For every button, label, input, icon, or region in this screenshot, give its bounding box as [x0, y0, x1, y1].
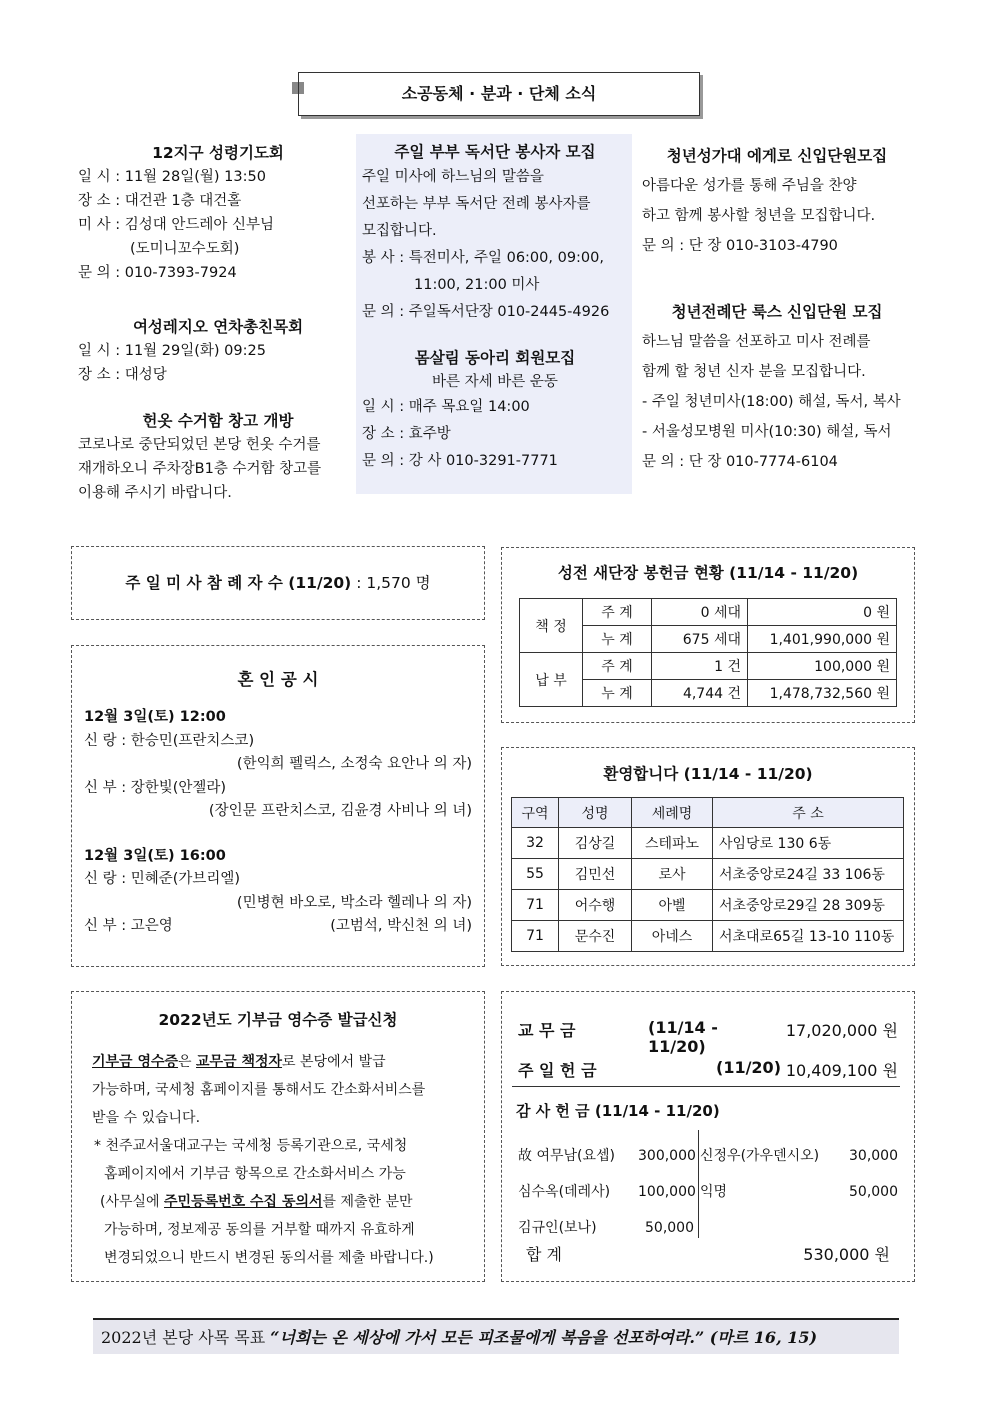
cell: 서초중앙로24길 33 106동	[713, 859, 904, 890]
group-label: 책 정	[520, 599, 583, 653]
donation-table	[519, 598, 897, 707]
col-header: 세례명	[632, 798, 713, 828]
legio-title: 여성레지오 연차총친목회	[132, 318, 304, 336]
cell: 김상길	[559, 828, 632, 859]
clothes-title: 헌옷 수거함 창고 개방	[142, 412, 294, 430]
groom-parents: (한익희 펠릭스, 소정숙 요안나 의 자)	[236, 756, 472, 772]
receipt-note: 를 제출한 분만	[322, 1194, 413, 1210]
thanks-list	[518, 1138, 898, 1246]
amount: 100,000	[638, 1184, 696, 1200]
cell: 0 원	[748, 599, 897, 626]
col-header: 구역	[512, 798, 559, 828]
marriage-title: 혼 인 공 시	[237, 670, 319, 689]
table-header-row	[512, 798, 904, 828]
table-row	[512, 859, 904, 890]
marriage-date: 12월 3일(토) 16:00	[84, 847, 226, 864]
group-label: 납 부	[520, 653, 583, 707]
lux-line: 함께 할 청년 신자 분을 모집합니다.	[642, 364, 866, 380]
body-club-line: 장 소 : 효주방	[362, 426, 451, 442]
col-header: 주 소	[713, 798, 904, 828]
clothes-line: 코로나로 중단되었던 본당 헌옷 수거를	[78, 437, 321, 453]
receipt-note: 가능하며, 정보제공 동의를 거부할 때까지 유효하게	[104, 1222, 415, 1238]
cell: 사임당로 130 6동	[713, 828, 904, 859]
attendance-value: : 1,570 명	[356, 574, 431, 592]
cell: 1,401,990,000 원	[748, 626, 897, 653]
body-club-title: 몸살림 동아리 회원모집	[414, 349, 576, 367]
marriage-box	[71, 645, 485, 967]
sunday-value: 10,409,100 원	[785, 1061, 898, 1080]
total-row	[526, 1242, 890, 1265]
donor: 故 여무남(요셉)	[518, 1148, 615, 1164]
receipt-text: 받을 수 있습니다.	[92, 1110, 201, 1126]
list-item	[518, 1174, 898, 1210]
reader-line: 문 의 : 주일독서단장 010-2445-4926	[362, 304, 610, 320]
donor: 익명	[700, 1184, 728, 1200]
groom-parents: (민병현 바오로, 박소라 헬레나 의 자)	[236, 894, 472, 911]
cell: 아네스	[632, 921, 713, 952]
prayer-line: (도미니꼬수도회)	[130, 241, 240, 257]
right-column	[642, 141, 912, 477]
reader-line: 모집합니다.	[362, 223, 437, 239]
list-item	[518, 1138, 898, 1174]
choir-line: 아름다운 성가를 통해 주님을 찬양	[642, 178, 857, 194]
receipt-note: (사무실에	[100, 1194, 165, 1210]
cell: 김민선	[559, 859, 632, 890]
sunday-row	[518, 1058, 898, 1081]
footer-quote: “너희는 온 세상에 가서 모든 피조물에게 복음을 선포하여라.” (마르 16, 15)	[270, 1328, 818, 1347]
receipt-note: 홈페이지에서 기부금 항목으로 간소화서비스 가능	[104, 1166, 406, 1182]
choir-title: 청년성가대 에게로 신입단원모집	[666, 147, 888, 165]
reader-title: 주일 부부 독서단 봉사자 모집	[394, 143, 596, 161]
legio-line: 장 소 : 대성당	[78, 367, 167, 383]
cell: 675 세대	[652, 626, 748, 653]
list-item	[518, 1210, 898, 1246]
gyomu-row	[518, 1018, 898, 1056]
donor: 심수옥(데레사)	[518, 1184, 611, 1200]
welcome-table	[511, 797, 904, 952]
cell: 55	[512, 859, 559, 890]
cell: 서초대로65길 13-10 110동	[713, 921, 904, 952]
footer-lead: 2022년 본당 사목 목표	[101, 1328, 271, 1347]
cell: 71	[512, 890, 559, 921]
cell: 서초중앙로29길 28 309동	[713, 890, 904, 921]
bride-parents: (장인문 프란치스코, 김윤경 사비나 의 녀)	[208, 803, 472, 819]
total-value: 530,000 원	[803, 1245, 890, 1264]
bride-parents: (고범석, 박신천 의 녀)	[330, 918, 472, 934]
welcome-box	[501, 747, 915, 966]
finance-box	[501, 991, 915, 1282]
donor: 김규인(보나)	[518, 1220, 597, 1236]
middle-column	[356, 134, 632, 494]
groom: 신 랑 : 민혜준(가브리엘)	[84, 871, 241, 887]
cell: 4,744 건	[652, 680, 748, 707]
cell: 주 계	[583, 653, 652, 680]
lux-line: 문 의 : 단 장 010-7774-6104	[642, 454, 838, 470]
legio-line: 일 시 : 11월 29일(화) 09:25	[78, 343, 266, 359]
reader-line: 주일 미사에 하느님의 말씀을	[362, 169, 544, 185]
choir-line: 문 의 : 단 장 010-3103-4790	[642, 238, 838, 254]
receipt-title: 2022년도 기부금 영수증 발급신청	[158, 1011, 398, 1029]
sunday-label: 주 일 헌 금	[518, 1061, 597, 1080]
cell: 100,000 원	[748, 653, 897, 680]
reader-line: 봉 사 : 특전미사, 주일 06:00, 09:00,	[362, 250, 604, 266]
lux-line: 하느님 말씀을 선포하고 미사 전례를	[642, 334, 871, 350]
receipt-note: 변경되었으니 반드시 변경된 동의서를 제출 바랍니다.)	[104, 1250, 434, 1266]
table-row	[520, 599, 897, 626]
groom: 신 랑 : 한승민(프란치스코)	[84, 732, 255, 749]
col-header: 성명	[559, 798, 632, 828]
lux-title: 청년전례단 룩스 신입단원 모집	[671, 303, 883, 321]
receipt-box	[71, 991, 485, 1282]
sunday-period: (11/20)	[716, 1058, 781, 1077]
footer-motto	[93, 1318, 899, 1354]
body-club-subtitle: 바른 자세 바른 운동	[432, 374, 558, 390]
amount: 50,000	[645, 1220, 694, 1236]
welcome-title: 환영합니다 (11/14 - 11/20)	[603, 765, 813, 783]
receipt-note: * 천주교서울대교구는 국세청 등록기관으로, 국세청	[94, 1138, 408, 1154]
cell: 아벨	[632, 890, 713, 921]
left-column	[78, 141, 358, 505]
table-row	[520, 653, 897, 680]
cell: 32	[512, 828, 559, 859]
gyomu-label: 교 무 금	[518, 1021, 576, 1040]
donation-title: 성전 새단장 봉헌금 현황 (11/14 - 11/20)	[557, 564, 859, 582]
prayer-line: 일 시 : 11월 28일(월) 13:50	[78, 169, 266, 185]
cell: 로사	[632, 859, 713, 890]
receipt-text: 은	[178, 1054, 197, 1070]
bride: 신 부 : 장한빛(안젤라)	[84, 779, 227, 796]
prayer-title: 12지구 성령기도회	[152, 144, 284, 162]
amount: 50,000	[849, 1184, 898, 1200]
clothes-line: 재개하오니 주차장B1층 수거함 창고를	[78, 461, 322, 477]
cell: 누 계	[583, 680, 652, 707]
amount: 300,000	[638, 1148, 696, 1164]
cell: 누 계	[583, 626, 652, 653]
gyomu-value: 17,020,000 원	[785, 1021, 898, 1040]
cell: 71	[512, 921, 559, 952]
amount: 30,000	[849, 1148, 898, 1164]
choir-line: 하고 함께 봉사할 청년을 모집합니다.	[642, 208, 876, 224]
clothes-line: 이용해 주시기 바랍니다.	[78, 485, 232, 501]
prayer-line: 문 의 : 010-7393-7924	[78, 265, 237, 281]
receipt-text: 가능하며, 국세청 홈페이지를 통해서도 간소화서비스를	[92, 1082, 426, 1098]
body-club-line: 문 의 : 강 사 010-3291-7771	[362, 453, 558, 469]
total-label: 합 계	[526, 1245, 562, 1264]
receipt-text: 로 본당에서 발급	[282, 1054, 386, 1070]
gyomu-period: (11/14 - 11/20)	[648, 1018, 718, 1056]
cell: 1,478,732,560 원	[748, 680, 897, 707]
table-row	[512, 890, 904, 921]
table-row	[512, 921, 904, 952]
receipt-term: 교무금 책정자	[196, 1054, 283, 1070]
cell: 주 계	[583, 599, 652, 626]
reader-line: 선포하는 부부 독서단 전례 봉사자를	[362, 196, 591, 212]
page-title: 소공동체 · 분과 · 단체 소식	[298, 72, 700, 116]
cell: 1 건	[652, 653, 748, 680]
donation-box	[501, 547, 915, 723]
marriage-date: 12월 3일(토) 12:00	[84, 709, 226, 725]
receipt-term: 기부금 영수증	[92, 1054, 179, 1070]
divider	[512, 1086, 900, 1087]
reader-line: 11:00, 21:00 미사	[414, 277, 540, 293]
cell: 0 세대	[652, 599, 748, 626]
attendance-label: 주 일 미 사 참 례 자 수 (11/20)	[125, 574, 352, 592]
prayer-line: 미 사 : 김성대 안드레아 신부님	[78, 217, 275, 233]
donor: 신정우(가우덴시오)	[700, 1148, 820, 1164]
cell: 문수진	[559, 921, 632, 952]
cell: 스테파노	[632, 828, 713, 859]
cell: 어수행	[559, 890, 632, 921]
body-club-line: 일 시 : 매주 목요일 14:00	[362, 399, 530, 415]
lux-line: - 주일 청년미사(18:00) 해설, 독서, 복사	[642, 394, 901, 410]
bride: 신 부 : 고은영	[84, 918, 173, 934]
table-row	[512, 828, 904, 859]
lux-line: - 서울성모병원 미사(10:30) 해설, 독서	[642, 424, 892, 440]
receipt-term: 주민등록번호 수집 동의서	[164, 1194, 323, 1210]
prayer-line: 장 소 : 대건관 1층 대건홀	[78, 193, 242, 209]
thanks-title: 감 사 헌 금 (11/14 - 11/20)	[516, 1102, 720, 1120]
attendance-box	[71, 546, 485, 620]
